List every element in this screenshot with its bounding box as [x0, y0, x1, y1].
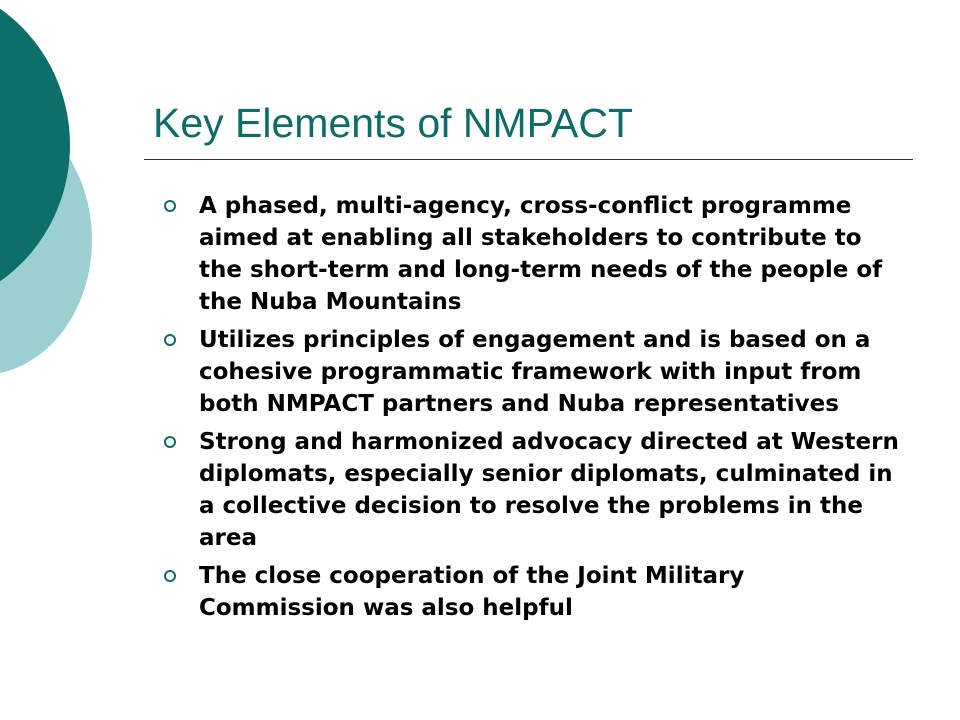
- bullet-text: The close cooperation of the Joint Military Commission was also helpful: [199, 563, 745, 621]
- bullet-circle-icon: [164, 334, 176, 346]
- bullet-item: [160, 190, 900, 318]
- bullet-list: [160, 190, 900, 630]
- bullet-item: [160, 426, 900, 554]
- bullet-text: Utilizes principles of engagement and is based on a cohesive programmatic framework with input from both NMPACT partners and Nuba representatives: [199, 327, 871, 417]
- bullet-item: [160, 560, 900, 624]
- slide-title: Key Elements of NMPACT: [153, 100, 633, 146]
- bullet-circle-icon: [164, 200, 176, 212]
- bullet-text: A phased, multi-agency, cross-conflict programme aimed at enabling all stakeholders to contribute to the short-term and long-term needs of the people of the Nuba Mountains: [199, 193, 883, 315]
- bullet-circle-icon: [164, 570, 176, 582]
- bullet-text: Strong and harmonized advocacy directed at Western diplomats, especially senior diplomats, culminated in a collective decision to resolve the problems in the area: [199, 429, 899, 551]
- title-divider: [144, 159, 913, 160]
- bullet-item: [160, 324, 900, 420]
- bullet-circle-icon: [164, 436, 176, 448]
